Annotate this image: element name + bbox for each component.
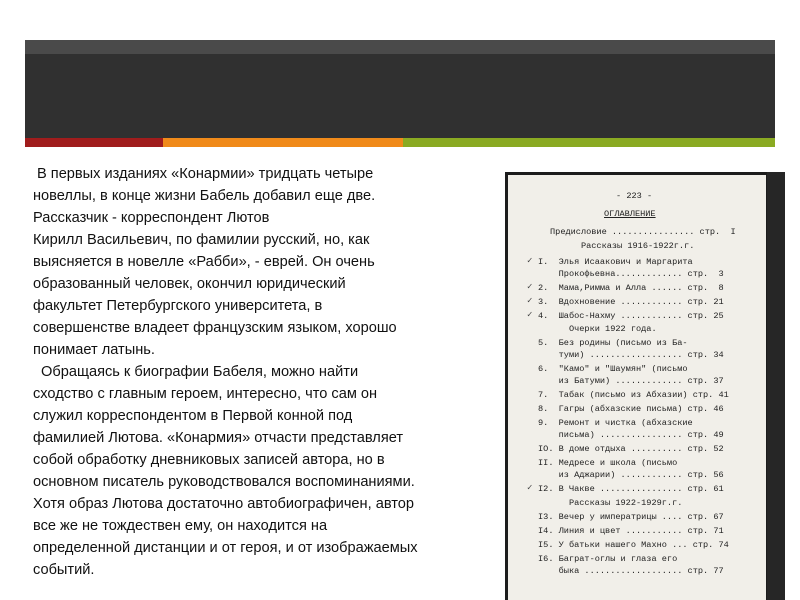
paragraph-1: В первых изданиях «Конармии» тридцать четыре новеллы, в конце жизни Бабель добавил еще две. Рассказчик - корреспондент Лютов Кирилл Васильевич, по фамилии русский, но, как выясняется в новелле «Рабби», - еврей. Он очень образованный человек, окончил юридический факультет Петербургского университета, в совершенстве владеет французским языком, хорошо понимает латынь. [33,166,397,358]
accent-stripe-orange [163,138,403,147]
document-line: из Аджарии) ............ стр. 56 [538,470,724,480]
check-mark-icon: ✓ [527,483,533,493]
check-mark-icon: ✓ [527,256,533,266]
document-line: Предисловие ................ стр. I [550,227,736,237]
document-scan-image [505,172,785,600]
document-line: Очерки 1922 года. [538,324,657,334]
document-line: I2. В Чакве ................ стр. 61 [538,484,724,494]
document-line: 6. "Камо" и "Шаумян" (письмо [538,364,688,374]
document-line: I6. Баграт-оглы и глаза его [538,554,678,564]
document-heading: ОГЛАВЛЕНИЕ [604,209,656,219]
document-paper [508,175,766,600]
check-mark-icon: ✓ [527,282,533,292]
document-line: письма) ................ стр. 49 [538,430,724,440]
document-line: I. Элья Исаакович и Маргарита [538,257,693,267]
document-line: 8. Гагры (абхазские письма) стр. 46 [538,404,724,414]
document-line: 4. Шабос-Нахму ............ стр. 25 [538,311,724,321]
document-text [508,175,736,576]
slide-body-text [33,163,498,581]
check-mark-icon: ✓ [527,296,533,306]
document-line: IO. В доме отдыха .......... стр. 52 [538,444,724,454]
document-line: 9. Ремонт и чистка (абхазские [538,418,693,428]
document-line: из Батуми) ............. стр. 37 [538,376,724,386]
document-line: Рассказы 1916-1922г.г. [550,241,695,251]
document-page-edge [767,172,785,600]
document-line: I5. У батьки нашего Махно ... стр. 74 [538,540,729,550]
title-bar-highlight [25,40,775,54]
check-mark-icon: ✓ [527,310,533,320]
document-line: Прокофьевна............. стр. 3 [538,269,724,279]
title-bar [25,40,775,138]
document-line: I4. Линия и цвет ........... стр. 71 [538,526,724,536]
document-line: быка ................... стр. 77 [538,566,724,576]
document-line: туми) .................. стр. 34 [538,350,724,360]
document-line: 7. Табак (письмо из Абхазии) стр. 41 [538,390,729,400]
document-page-number: - 223 - [616,191,653,201]
accent-stripe-green [403,138,775,147]
document-line: 2. Мама,Римма и Алла ...... стр. 8 [538,283,724,293]
document-line: Рассказы 1922-1929г.г. [538,498,683,508]
document-line: I3. Вечер у императрицы .... стр. 67 [538,512,724,522]
document-line: 5. Без родины (письмо из Ба- [538,338,688,348]
accent-stripe-red [25,138,163,147]
document-line: 3. Вдохновение ............ стр. 21 [538,297,724,307]
document-line: II. Медресе и школа (письмо [538,458,678,468]
paragraph-2: Обращаясь к биографии Бабеля, можно найти сходство с главным героем, интересно, что сам он служил корреспондентом в Первой конной под фамилией Лютова. «Конармия» отчасти представляет собой обработку дневниковых записей автора, но в основном писатель руководствовался воспоминаниями. Хотя образ Лютова достаточно автобиографичен, автор все же не тождествен ему, он находится на определенной дистанции и от героя, и от изображаемых событий. [33,364,418,578]
